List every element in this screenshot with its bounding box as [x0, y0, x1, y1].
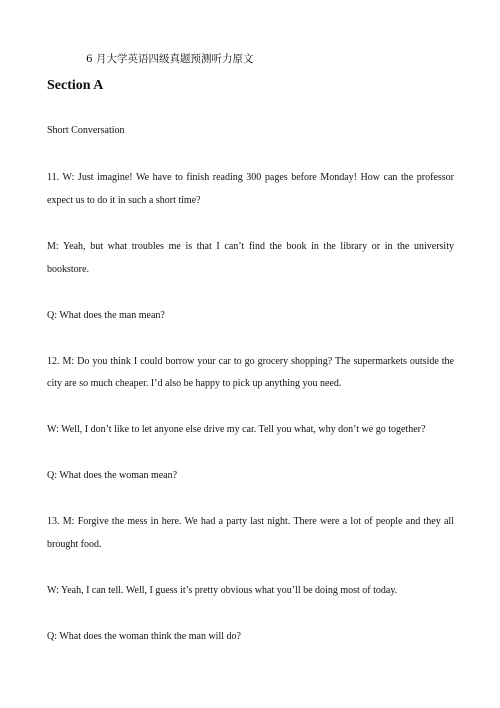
paragraph-line: W: Yeah, I can tell. Well, I guess it’s pretty obvious what you’ll be doing most of today.	[47, 585, 398, 596]
paragraph-line: Q: What does the woman mean?	[47, 470, 178, 481]
paragraph-line: brought food.	[47, 539, 102, 550]
paragraph-line: 11. W: Just imagine! We have to finish reading 300 pages before Monday! How can the professor	[47, 172, 454, 183]
document-title: 6 月大学英语四级真题预测听力原文	[86, 53, 254, 65]
paragraph-line: Q: What does the woman think the man will do?	[47, 631, 241, 642]
paragraph-line: 13. M: Forgive the mess in here. We had a party last night. There were a lot of people and they all	[47, 516, 454, 527]
section-heading: Section A	[47, 78, 104, 93]
paragraph-line: W: Well, I don’t like to let anyone else drive my car. Tell you what, why don’t we go together?	[47, 424, 426, 435]
paragraph-line: Q: What does the man mean?	[47, 310, 165, 321]
subheading: Short Conversation	[47, 125, 125, 136]
paragraph-line: bookstore.	[47, 264, 89, 275]
paragraph-line: city are so much cheaper. I’d also be happy to pick up anything you need.	[47, 378, 342, 389]
paragraph-line: expect us to do it in such a short time?	[47, 195, 201, 206]
paragraph-line: M: Yeah, but what troubles me is that I can’t find the book in the library or in the university	[47, 241, 454, 252]
paragraph-line: 12. M: Do you think I could borrow your car to go grocery shopping? The supermarkets outside the	[47, 356, 454, 367]
